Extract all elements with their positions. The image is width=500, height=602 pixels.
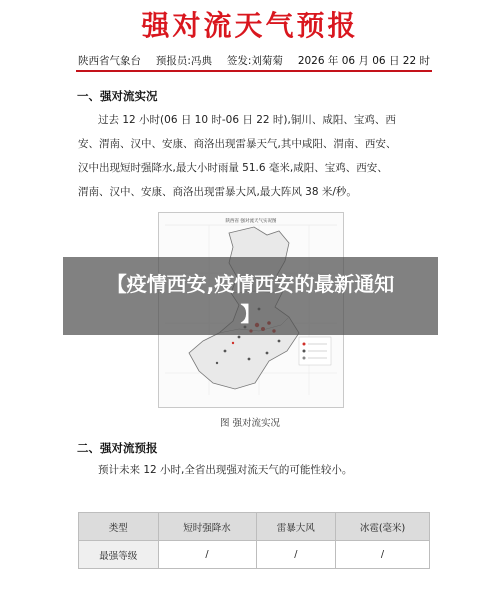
table-row: [79, 541, 430, 569]
document-title: 强对流天气预报: [141, 9, 359, 42]
forecast-table: [78, 512, 430, 569]
figure-caption: 图 强对流实况: [219, 418, 281, 429]
table-cell: /: [158, 541, 256, 569]
headline-line-1: 【疫情西安,疫情西安的最新通知: [106, 272, 395, 296]
table-cell: /: [256, 541, 336, 569]
table-header-row: [79, 513, 430, 541]
headline-line-2: 】: [240, 302, 261, 326]
map-title: 陕西省 强对流天气实况图: [225, 219, 277, 224]
agency-name: 陕西省气象台: [78, 55, 141, 67]
section2-body: [78, 458, 433, 482]
section1-line-3: 汉中出现短时强降水,最大小时雨量 51.6 毫米,咸阳、宝鸡、西安、: [78, 162, 388, 174]
header-divider: [76, 70, 432, 72]
headline-overlay-text: [63, 269, 438, 329]
section1-heading: 一、强对流实况: [77, 89, 158, 103]
issue-date: 2026 年 06 月 06 日 22 时: [297, 55, 430, 67]
table-header-cell: 类型: [79, 513, 159, 541]
map-legend: [299, 337, 331, 365]
table-cell: 最强等级: [79, 541, 159, 569]
document-header: [78, 53, 430, 68]
table-cell: /: [336, 541, 430, 569]
issuer-name: 签发:刘菊菊: [226, 55, 283, 67]
section1-body: [78, 108, 433, 204]
section1-line-4: 渭南、汉中、安康、商洛出现雷暴大风,最大阵风 38 米/秒。: [78, 186, 357, 198]
section2-heading: 二、强对流预报: [77, 441, 158, 455]
headline-overlay-banner[interactable]: [63, 257, 438, 335]
section1-line-1: 过去 12 小时(06 日 10 时-06 日 22 时),铜川、咸阳、宝鸡、西: [98, 114, 396, 126]
table-header-cell: 雷暴大风: [256, 513, 336, 541]
table-header-cell: 冰雹(毫米): [336, 513, 430, 541]
section2-text: 预计未来 12 小时,全省出现强对流天气的可能性较小。: [98, 464, 353, 476]
section1-line-2: 安、渭南、汉中、安康、商洛出现雷暴天气,其中咸阳、渭南、西安、: [78, 138, 397, 150]
forecaster-name: 预报员:冯典: [155, 55, 212, 67]
table-header-cell: 短时强降水: [158, 513, 256, 541]
